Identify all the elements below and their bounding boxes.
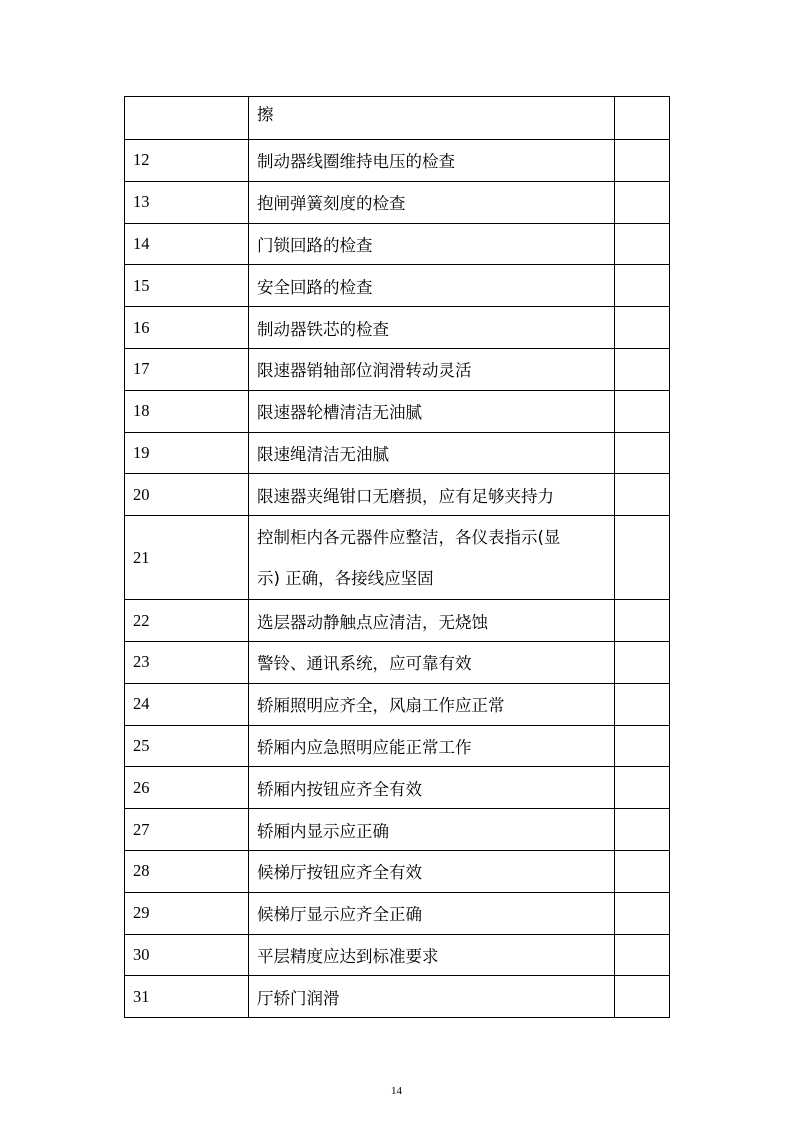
table-row (125, 725, 670, 767)
row-item (249, 516, 615, 600)
row-item: 限速器夹绳钳口无磨损，应有足够夹持力 (249, 474, 615, 516)
row-number: 24 (125, 683, 249, 725)
row-number: 28 (125, 850, 249, 892)
row-mark-cell (615, 223, 670, 265)
row-mark-cell (615, 934, 670, 976)
row-mark-cell (615, 809, 670, 851)
row-number: 15 (125, 265, 249, 307)
table-row (125, 641, 670, 683)
table-row (125, 474, 670, 516)
row-number: 22 (125, 600, 249, 642)
page-number: 14 (391, 1085, 402, 1097)
row-mark-cell (615, 850, 670, 892)
row-item: 擦 (249, 97, 615, 140)
row-item: 选层器动静触点应清洁，无烧蚀 (249, 600, 615, 642)
table-row (125, 390, 670, 432)
row-mark-cell (615, 516, 670, 600)
row-item: 限速器销轴部位润滑转动灵活 (249, 348, 615, 390)
row-number: 27 (125, 809, 249, 851)
row-item: 安全回路的检查 (249, 265, 615, 307)
row-item: 平层精度应达到标准要求 (249, 934, 615, 976)
row-mark-cell (615, 976, 670, 1018)
row-item: 轿厢照明应齐全，风扇工作应正常 (249, 683, 615, 725)
maintenance-checklist-table (124, 96, 670, 1018)
row-item: 厅轿门润滑 (249, 976, 615, 1018)
row-mark-cell (615, 892, 670, 934)
row-mark-cell (615, 767, 670, 809)
row-item: 轿厢内按钮应齐全有效 (249, 767, 615, 809)
row-mark-cell (615, 432, 670, 474)
row-number: 12 (125, 140, 249, 182)
row-number: 30 (125, 934, 249, 976)
row-item: 限速器轮槽清洁无油腻 (249, 390, 615, 432)
row-mark-cell (615, 390, 670, 432)
row-item-line: 控制柜内各元器件应整洁，各仪表指示(显 (257, 527, 561, 547)
row-number: 23 (125, 641, 249, 683)
row-number: 20 (125, 474, 249, 516)
row-item: 候梯厅按钮应齐全有效 (249, 850, 615, 892)
table-row (125, 683, 670, 725)
table-row (125, 348, 670, 390)
row-number: 29 (125, 892, 249, 934)
table-row (125, 976, 670, 1018)
table-row (125, 307, 670, 349)
row-number: 18 (125, 390, 249, 432)
row-item: 限速绳清洁无油腻 (249, 432, 615, 474)
table-row (125, 892, 670, 934)
row-mark-cell (615, 683, 670, 725)
row-mark-cell (615, 600, 670, 642)
row-mark-cell (615, 265, 670, 307)
row-mark-cell (615, 641, 670, 683)
row-item-line: 示) 正确，各接线应坚固 (257, 568, 434, 588)
row-item: 制动器线圈维持电压的检查 (249, 140, 615, 182)
row-mark-cell (615, 307, 670, 349)
table-row (125, 934, 670, 976)
table-row (125, 809, 670, 851)
row-item: 轿厢内显示应正确 (249, 809, 615, 851)
table-row (125, 223, 670, 265)
row-number: 26 (125, 767, 249, 809)
row-item: 警铃、通讯系统，应可靠有效 (249, 641, 615, 683)
row-mark-cell (615, 97, 670, 140)
table-row (125, 140, 670, 182)
row-mark-cell (615, 348, 670, 390)
table-row (125, 600, 670, 642)
row-item: 候梯厅显示应齐全正确 (249, 892, 615, 934)
row-number: 13 (125, 181, 249, 223)
table-row (125, 850, 670, 892)
row-number: 16 (125, 307, 249, 349)
row-item: 门锁回路的检查 (249, 223, 615, 265)
row-number: 14 (125, 223, 249, 265)
row-mark-cell (615, 474, 670, 516)
row-item: 轿厢内应急照明应能正常工作 (249, 725, 615, 767)
row-number: 25 (125, 725, 249, 767)
row-number: 31 (125, 976, 249, 1018)
row-mark-cell (615, 181, 670, 223)
row-number (125, 97, 249, 140)
row-number: 17 (125, 348, 249, 390)
row-item: 制动器铁芯的检查 (249, 307, 615, 349)
table-row (125, 432, 670, 474)
row-mark-cell (615, 725, 670, 767)
row-item: 抱闸弹簧刻度的检查 (249, 181, 615, 223)
table-row (125, 767, 670, 809)
table-row (125, 181, 670, 223)
row-number: 21 (125, 516, 249, 600)
table-row (125, 265, 670, 307)
table-row (125, 516, 670, 600)
table-row (125, 97, 670, 140)
row-number: 19 (125, 432, 249, 474)
row-mark-cell (615, 140, 670, 182)
